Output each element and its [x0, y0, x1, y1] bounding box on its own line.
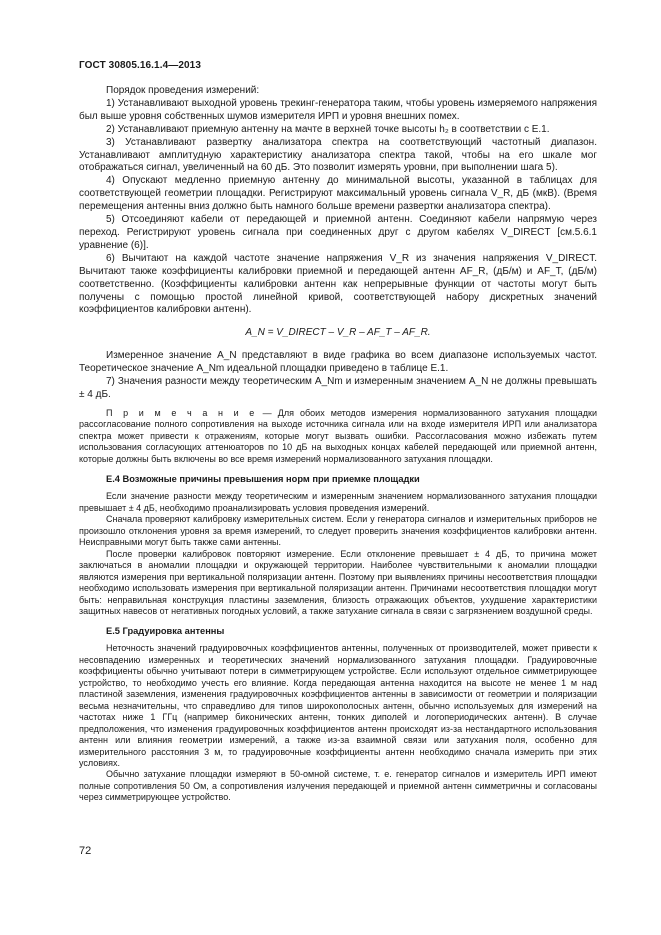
page-number: 72	[79, 845, 92, 857]
section-heading-e5: Е.5 Градуировка антенны	[106, 626, 225, 637]
procedure-title: Порядок проведения измерений:	[106, 85, 260, 96]
note-label: П р и м е ч а н и е	[106, 407, 257, 418]
formula-an: A_N = V_DIRECT – V_R – AF_T – AF_R.	[245, 327, 431, 339]
step-2: 2) Устанавливают приемную антенну на мачте в верхней точке высоты h₂ в соответствии с Е.1.	[106, 123, 550, 135]
note-paragraph	[79, 408, 597, 466]
result-paragraph: Измеренное значение A_N представляют в виде графика во всем диапазоне используемых частот. Теоретическое значение A_Nm идеальной площадки приведено в таблице Е.1.	[79, 350, 597, 375]
page-header: ГОСТ 30805.16.1.4—2013	[79, 60, 202, 71]
section-heading-e4: Е.4 Возможные причины превышения норм при приемке площадки	[106, 474, 420, 485]
step-3: 3) Устанавливают развертку анализатора спектра на соответствующий частотный диапазон. Устанавливают амплитудную характеристику анализатора спектра такой, чтобы на его шкале мог отображаться сигнал, увеличенный на 60 дБ. Это позволит измерять уровни, при выполнении шага 5).	[79, 136, 597, 174]
step-6: 6) Вычитают на каждой частоте значение напряжения V_R из значения напряжения V_DIRECT. Вычитают также коэффициенты калибровки приемной и передающей антенн AF_R, (дБ/м) и AF_T, (дБ/м) соответственно. (Коэффициенты калибровки антенн как непрерывные функции от частоты могут быть получены с помощью простой линейной кривой, соответствующей набору дискретных значений коэффициентов калибровки антенн).	[79, 252, 597, 316]
step-4: 4) Опускают медленно приемную антенну до минимальной высоты, указанной в таблицах для соответствующей геометрии площадки. Регистрируют максимальный уровень сигнала V_R, дБ (мкВ). (Время перемещения антенны вниз должно быть намного больше времени развертки анализатора спектра).	[79, 175, 597, 213]
page-content	[79, 85, 597, 804]
e4-paragraph-1: Если значение разности между теоретическим и измеренным значением нормализованного затухания площадки превышает ± 4 дБ, необходимо проанализировать условия проведения измерений.	[79, 491, 597, 513]
e4-paragraph-3: После проверки калибровок повторяют измерение. Если отклонение превышает ± 4 дБ, то причина может заключаться в аномалии площадки и окружающей территории. Наиболее чувствительными к аномалии площадки являются измерения при вертикальной поляризации антенн. Поэтому при выявлениях причины несоответствия площадки необходимо использовать измерения при вертикальной поляризации антенн. Причинами несоответствия площадки могут быть: неправильная конструкция пластины заземления, близость отражающих объектов, ухудшение характеристики защитных навесов от негативных погодных условий, а также затухание сигнала в связи с загрязнением воздушной среды.	[79, 548, 597, 616]
note-text: — Для обоих методов измерения нормализованного затухания площадки рассогласование полного сопротивления на выходе источника сигнала или на входе измерителя ИРП или анализатора спектра может привести к отражениям, которые могут вызвать ошибки. Рассогласования можно избежать путем использования согласующих аттенюаторов по 10 дБ на выходных концах кабелей передающей или приемной антенн, которые должны быть включены во все время измерений нормализованного затухания площадки.	[79, 407, 597, 464]
e5-paragraph-2: Обычно затухание площадки измеряют в 50-омной системе, т. е. генератор сигналов и измеритель ИРП имеют полные сопротивления 50 Ом, а сопротивления излучения передающей и приемной антенн симметричны и согласованы через симметрирующее устройство.	[79, 769, 597, 803]
e4-paragraph-2: Сначала проверяют калибровку измерительных систем. Если у генератора сигналов и измерительных приборов не произошло отклонения уровня за время измерений, то следует проверить значения коэффициентов калибровки антенн. Неисправными могут быть также сами антенны.	[79, 514, 597, 548]
e5-paragraph-1: Неточность значений градуировочных коэффициентов антенны, полученных от производителей, может привести к несовпадению измеренных и теоретических значений нормализованного затухания площадки. Градуировочные коэффициенты обычно учитывают потери в симметрирующем устройстве. Если используют отдельное симметрирующее устройство, то необходимо учесть его влияние. Когда передающая антенна находится на высоте не менее 1 м над пластиной заземления, изменения градуировочных коэффициентов антенны в зависимости от геометрии и поляризации весьма незначительны, что справедливо для типов широкополосных антенн, обычно используемых для измерений на частотах ниже 1 ГГц (например биконических антенн, тонких диполей и логопериодических антенн). В случае предположения, что изменения градуировочных коэффициентов антенн происходят из-за нестандартного использования антенн или влияния геометрии измерений, а также из-за взаимной связи или затухания поля, особенно для измерительного расстояния 3 м, то градуировочные коэффициенты антенн необходимо сначала измерить при этих условиях.	[79, 643, 597, 768]
step-1: 1) Устанавливают выходной уровень трекинг-генератора таким, чтобы уровень измеряемого напряжения был выше уровня собственных шумов измерителя ИРП и уровня внешних помех.	[79, 97, 597, 122]
step-5: 5) Отсоединяют кабели от передающей и приемной антенн. Соединяют кабели напрямую через переход. Регистрируют уровень сигнала при соединенных друг с другом кабелях V_DIRECT [см.5.6.1 уравнение (6)].	[79, 214, 597, 251]
step-7: 7) Значения разности между теоретическим A_Nm и измеренным значением A_N не должны превышать ± 4 дБ.	[79, 376, 597, 401]
